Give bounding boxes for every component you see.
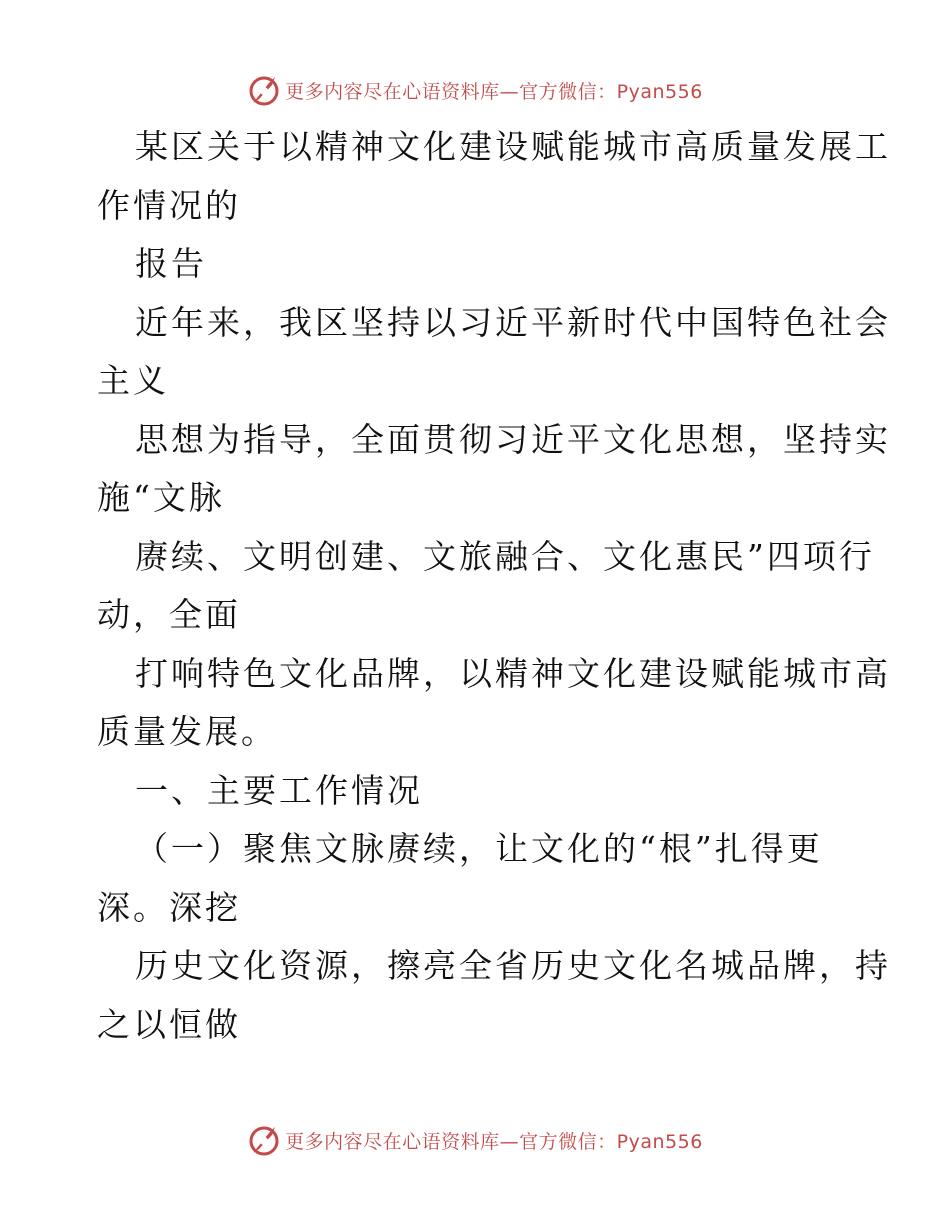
text-line: （一）聚焦文脉赓续，让文化的“根”扎得更 (135, 829, 823, 868)
text-line: 质量发展。 (97, 712, 277, 751)
text-line: 之以恒做 (97, 1004, 241, 1044)
text-line: 打响特色文化品牌，以精神文化建设赋能城市高 (135, 653, 891, 693)
text-line: 历史文化资源，擦亮全省历史文化名城品牌，持 (135, 946, 891, 985)
text-line: 深。深挖 (97, 887, 241, 927)
text-line: 作情况的 (97, 185, 241, 225)
text-line: 主义 (97, 361, 169, 400)
watermark-text: 更多内容尽在心语资料库—官方微信：Pyan556 (285, 1130, 703, 1153)
text-line: 报告 (135, 244, 207, 283)
document-body (97, 118, 891, 1054)
text-line: 一、主要工作情况 (135, 770, 423, 810)
text-line: 赓续、文明创建、文旅融合、文化惠民”四项行 (135, 536, 875, 576)
text-line: 思想为指导，全面贯彻习近平文化思想，坚持实 (135, 419, 891, 459)
text-line: 近年来，我区坚持以习近平新时代中国特色社会 (135, 302, 891, 342)
footer-watermark-banner (0, 1120, 950, 1160)
text-line: 某区关于以精神文化建设赋能城市高质量发展工 (135, 127, 891, 166)
text-line: 施“文脉 (97, 478, 225, 517)
header-watermark-banner (0, 70, 950, 110)
watermark-text: 更多内容尽在心语资料库—官方微信：Pyan556 (285, 80, 703, 103)
text-line: 动，全面 (97, 595, 241, 634)
quill-logo-icon (247, 73, 281, 107)
quill-logo-icon (247, 1123, 281, 1157)
